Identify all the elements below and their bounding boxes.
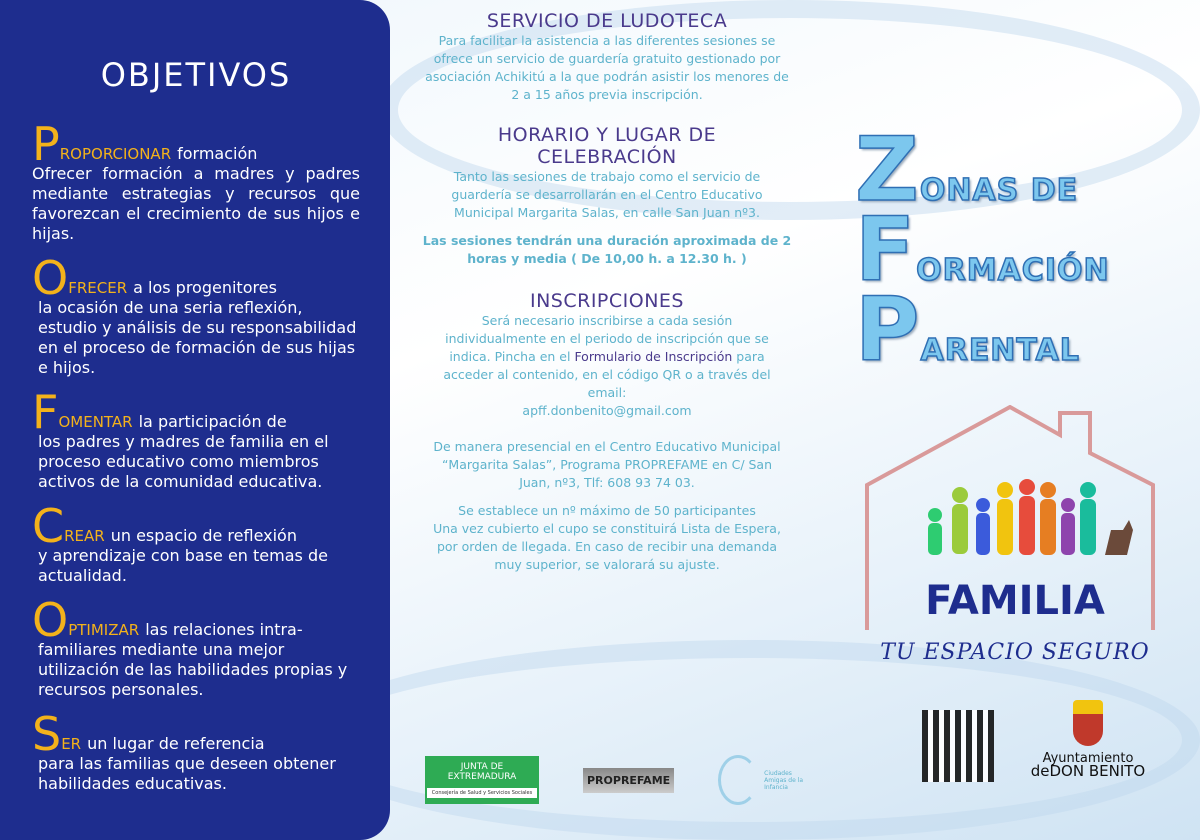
- objective-lead: un lugar de referencia: [87, 734, 265, 753]
- objective-keyword: PTIMIZAR: [68, 621, 140, 639]
- objective-item: [32, 499, 360, 586]
- crest-icon: [1073, 700, 1103, 746]
- objective-body: la ocasión de una seria reflexión, estudio y análisis de su responsabilidad en el proceso de formación de sus hijas e hijos.: [38, 298, 357, 377]
- objective-keyword: FRECER: [68, 279, 128, 297]
- objective-keyword: ER: [61, 735, 82, 753]
- objective-body: Ofrecer formación a madres y padres mediante estrategias y recursos que favorezcan el crecimiento de sus hijos e hijas.: [32, 164, 360, 243]
- objective-item: [32, 707, 360, 794]
- ciudades-logo: Ciudades Amigas de la Infancia: [718, 755, 804, 805]
- objective-body: familiares mediante una mejor utilización de las habilidades propias y recursos personales.: [38, 640, 348, 699]
- objective-lead: un espacio de reflexión: [110, 526, 297, 545]
- slogan: TU ESPACIO SEGURO: [880, 640, 1150, 665]
- objective-lead: formación: [177, 144, 258, 163]
- email-link[interactable]: apff.donbenito@gmail.com: [522, 403, 692, 418]
- objectives-panel: [0, 0, 390, 840]
- objective-keyword: REAR: [64, 527, 105, 545]
- proprefame-logo: PROPREFAME: [583, 768, 674, 793]
- familia-label: FAMILIA: [925, 578, 1105, 624]
- ayuntamiento-logo: [1018, 700, 1158, 778]
- objective-initial: O: [32, 251, 69, 305]
- inscripciones-title: INSCRIPCIONES: [529, 290, 684, 312]
- objective-initial: O: [32, 593, 69, 647]
- qr-code[interactable]: [922, 710, 994, 782]
- objective-keyword: OMENTAR: [58, 413, 133, 431]
- formulario-link[interactable]: Formulario de Inscripción: [574, 349, 733, 364]
- duracion-text: Las sesiones tendrán una duración aproximada de 2 horas y media ( De 10,00 h. a 12.30 h. ): [422, 233, 792, 266]
- objective-initial: S: [32, 707, 62, 761]
- insc-text: Será necesario inscribirse a cada sesión individualmente en el periodo de inscripción que se indica. Pincha en el: [445, 313, 769, 364]
- cover-panel: [830, 0, 1200, 840]
- horario-text: Tanto las sesiones de trabajo como el servicio de guardería se desarrollarán en el Centro Educativo Municipal Margarita Salas, en calle San Juan nº3.: [451, 169, 763, 220]
- objective-body: los padres y madres de familia en el proceso educativo como miembros activos de la comunidad educativa.: [38, 432, 329, 491]
- objective-initial: C: [32, 499, 65, 553]
- objective-initial: F: [32, 385, 59, 439]
- ludoteca-text: Para facilitar la asistencia a las diferentes sesiones se ofrece un servicio de guardería gratuito gestionado por asociación Achikitú a la que podrán asistir los menores de 2 a 15 años previa inscripción.: [425, 33, 789, 102]
- ludoteca-title: SERVICIO DE LUDOTECA: [486, 10, 728, 32]
- objective-item: [32, 251, 360, 378]
- objective-item: [32, 385, 360, 492]
- presencial-text: De manera presencial en el Centro Educativo Municipal “Margarita Salas”, Programa PROPREFAME en C/ San Juan, nº3, Tlf: 608 93 74 03.: [433, 439, 781, 490]
- max-text: Se establece un nº máximo de 50 participantes: [458, 503, 756, 518]
- objective-keyword: ROPORCIONAR: [59, 145, 172, 163]
- objective-initial: P: [32, 117, 60, 171]
- objective-item: [32, 117, 360, 244]
- inscripciones-text: [412, 312, 802, 420]
- sponsor-logos: [425, 755, 804, 805]
- horario-title: HORARIO Y LUGAR DE CELEBRACIÓN: [497, 124, 717, 168]
- info-column: [412, 10, 802, 574]
- objective-lead: la participación de: [138, 412, 287, 431]
- objective-lead: las relaciones intra-: [145, 620, 303, 639]
- ayuntamiento-line: Ayuntamiento: [1042, 751, 1134, 766]
- title-line-1: ZONAS DE: [855, 118, 1079, 221]
- objective-body: para las familias que deseen obtener habilidades educativas.: [38, 754, 336, 793]
- insc-text: para acceder al contenido, en el código QR o a través del email:: [443, 349, 771, 400]
- title-line-2: FORMACIÓN: [855, 198, 1110, 301]
- objectives-title: OBJETIVOS: [100, 56, 292, 94]
- objective-lead: a los progenitores: [133, 278, 277, 297]
- espera-text: Una vez cubierto el cupo se constituirá Lista de Espera, por orden de llegada. En caso de recibir una demanda muy superior, se valorará su ajuste.: [433, 521, 781, 572]
- objective-item: [32, 593, 360, 700]
- junta-logo: JUNTA DE EXTREMADURA Consejería de Salud y Servicios Sociales: [425, 756, 539, 804]
- objective-body: y aprendizaje con base en temas de actualidad.: [38, 546, 328, 585]
- ayuntamiento-line: deDON BENITO: [1030, 762, 1146, 780]
- title-line-3: PARENTAL: [855, 278, 1080, 381]
